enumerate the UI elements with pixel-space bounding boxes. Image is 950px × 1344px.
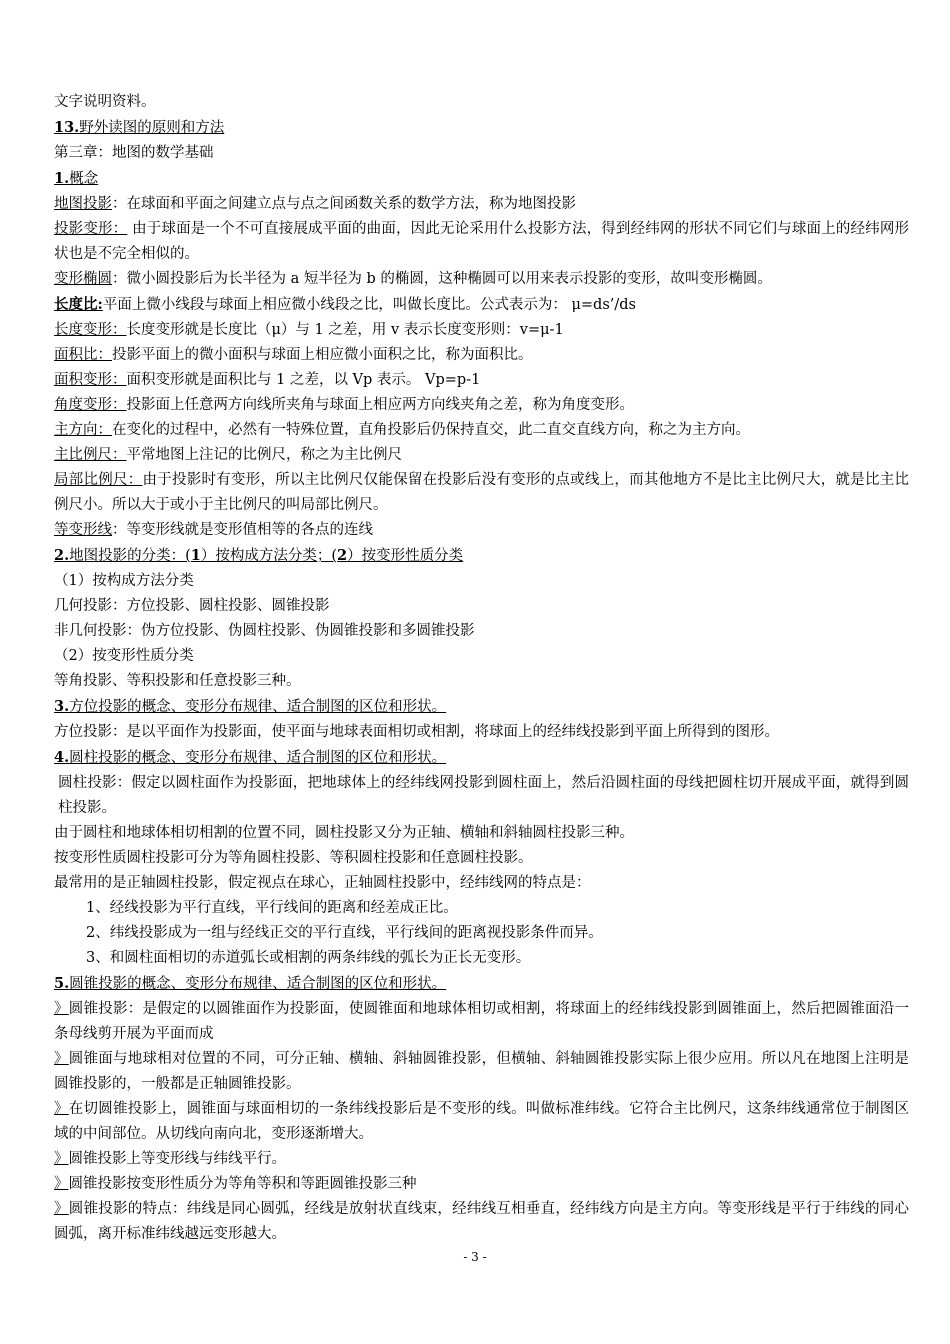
definition: 主比例尺：平常地图上注记的比例尺，称之为主比例尺 bbox=[54, 447, 402, 463]
term: 面积变形： bbox=[54, 372, 127, 388]
classification-line: 等角投影、等积投影和任意投影三种。 bbox=[54, 673, 301, 689]
section-5-paragraph: 》圆锥投影的特点：纬线是同心圆弧，经线是放射状直线束，经纬线互相垂直，经纬线方向是主方向。等变形线是平行于纬线的同心圆弧，离开标准纬线越远变形越大。 bbox=[54, 1201, 909, 1242]
definition: 地图投影：在球面和平面之间建立点与点之间函数关系的数学方法，称为地图投影 bbox=[54, 196, 576, 212]
definition: 投影变形： 由于球面是一个不可直接展成平面的曲面，因此无论采用什么投影方法，得到经纬网的形状不同它们与球面上的经纬网形状也是不完全相似的。 bbox=[54, 221, 909, 262]
classification-line: （2）按变形性质分类 bbox=[54, 648, 194, 664]
section-5-paragraph: 》圆锥面与地球相对位置的不同，可分正轴、横轴、斜轴圆锥投影，但横轴、斜轴圆锥投影实际上很少应用。所以凡在地图上注明是圆锥投影的，一般都是正轴圆锥投影。 bbox=[54, 1051, 909, 1092]
definition: 局部比例尺：由于投影时有变形，所以主比例尺仅能保留在投影后没有变形的点或线上，而其他地方不是比主比例尺大，就是比主比例尺小。所以大于或小于主比例尺的叫局部比例尺。 bbox=[54, 472, 910, 513]
term: 主比例尺： bbox=[54, 447, 127, 463]
section-5-paragraph: 》圆锥投影按变形性质分为等角等积和等距圆锥投影三种 bbox=[54, 1176, 417, 1192]
section-4-paragraph: 圆柱投影：假定以圆柱面作为投影面，把地球体上的经纬线网投影到圆柱面上，然后沿圆柱面的母线把圆柱切开展成平面，就得到圆柱投影。 bbox=[58, 775, 909, 816]
bullet-mark: 》 bbox=[54, 1101, 69, 1117]
section-4-heading: 4.圆柱投影的概念、变形分布规律、适合制图的区位和形状。 bbox=[54, 749, 447, 766]
intro-text: 文字说明资料。 bbox=[54, 94, 156, 110]
page-number: - 3 - bbox=[463, 1250, 487, 1264]
term: 地图投影 bbox=[54, 196, 112, 212]
section-3-text: 方位投影：是以平面作为投影面，使平面与地球表面相切或相割，将球面上的经纬线投影到平面上所得到的图形。 bbox=[54, 724, 779, 740]
term: 等变形线 bbox=[54, 522, 112, 538]
term: 角度变形： bbox=[54, 397, 127, 413]
bullet-mark: 》 bbox=[54, 1201, 69, 1217]
list-item: 1、经线投影为平行直线，平行线间的距离和经差成正比。 bbox=[86, 900, 458, 916]
classification-line: 几何投影：方位投影、圆柱投影、圆锥投影 bbox=[54, 598, 330, 614]
term: 变形椭圆 bbox=[54, 271, 112, 287]
bullet-mark: 》 bbox=[54, 1176, 69, 1192]
chapter-title: 第三章：地图的数学基础 bbox=[54, 145, 214, 161]
list-item: 3、和圆柱面相切的赤道弧长或相割的两条纬线的弧长为正长无变形。 bbox=[86, 950, 531, 966]
section-13-heading: 13.野外读图的原则和方法 bbox=[54, 119, 225, 136]
term: 面积比： bbox=[54, 347, 112, 363]
bullet-mark: 》 bbox=[54, 1051, 69, 1067]
section-1-heading: 1.概念 bbox=[54, 170, 99, 187]
definition: 长度变形：长度变形就是长度比（μ）与 1 之差，用 v 表示长度变形则：v=μ-1 bbox=[54, 322, 564, 338]
section-5-paragraph: 》圆锥投影：是假定的以圆锥面作为投影面，使圆锥面和地球体相切或相割，将球面上的经纬线投影到圆锥面上，然后把圆锥面沿一条母线剪开展为平面而成 bbox=[54, 1001, 909, 1042]
section-5-paragraph: 》在切圆锥投影上，圆锥面与球面相切的一条纬线投影后是不变形的线。叫做标准纬线。它符合主比例尺，这条纬线通常位于制图区域的中间部位。从切线向南向北，变形逐渐增大。 bbox=[54, 1101, 909, 1142]
definition: 面积比：投影平面上的微小面积与球面上相应微小面积之比，称为面积比。 bbox=[54, 347, 533, 363]
definition: 长度比:平面上微小线段与球面上相应微小线段之比，叫做长度比。公式表示为： μ=ds’/ds bbox=[54, 296, 636, 313]
term: 主方向： bbox=[54, 422, 112, 438]
term: 长度比: bbox=[54, 296, 103, 313]
list-item: 2、纬线投影成为一组与经线正交的平行直线，平行线间的距离视投影条件而异。 bbox=[86, 925, 603, 941]
section-5-heading: 5.圆锥投影的概念、变形分布规律、适合制图的区位和形状。 bbox=[54, 975, 447, 992]
term: 局部比例尺： bbox=[54, 472, 143, 488]
classification-line: （1）按构成方法分类 bbox=[54, 573, 194, 589]
document-body bbox=[54, 90, 909, 1247]
definition: 主方向：在变化的过程中，必然有一特殊位置，直角投影后仍保持直交，此二直交直线方向，称之为主方向。 bbox=[54, 422, 750, 438]
term: 长度变形： bbox=[54, 322, 127, 338]
definition: 角度变形：投影面上任意两方向线所夹角与球面上相应两方向线夹角之差，称为角度变形。 bbox=[54, 397, 634, 413]
term: 投影变形： bbox=[54, 221, 128, 237]
section-5-paragraph: 》圆锥投影上等变形线与纬线平行。 bbox=[54, 1151, 286, 1167]
bullet-mark: 》 bbox=[54, 1151, 69, 1167]
section-2-heading: 2.地图投影的分类：(1）按构成方法分类；(2）按变形性质分类 bbox=[54, 547, 464, 564]
section-4-paragraph: 由于圆柱和地球体相切相割的位置不同，圆柱投影又分为正轴、横轴和斜轴圆柱投影三种。 bbox=[54, 825, 634, 841]
section-3-heading: 3.方位投影的概念、变形分布规律、适合制图的区位和形状。 bbox=[54, 698, 447, 715]
definition: 等变形线：等变形线就是变形值相等的各点的连线 bbox=[54, 522, 373, 538]
section-4-paragraph: 按变形性质圆柱投影可分为等角圆柱投影、等积圆柱投影和任意圆柱投影。 bbox=[54, 850, 533, 866]
definition: 面积变形：面积变形就是面积比与 1 之差，以 Vp 表示。 Vp=p-1 bbox=[54, 372, 481, 388]
bullet-mark: 》 bbox=[54, 1001, 69, 1017]
definition: 变形椭圆：微小圆投影后为长半径为 a 短半径为 b 的椭圆，这种椭圆可以用来表示投影的变形，故叫变形椭圆。 bbox=[54, 271, 772, 287]
classification-line: 非几何投影：伪方位投影、伪圆柱投影、伪圆锥投影和多圆锥投影 bbox=[54, 623, 475, 639]
section-4-paragraph: 最常用的是正轴圆柱投影，假定视点在球心，正轴圆柱投影中，经纬线网的特点是： bbox=[54, 875, 591, 891]
